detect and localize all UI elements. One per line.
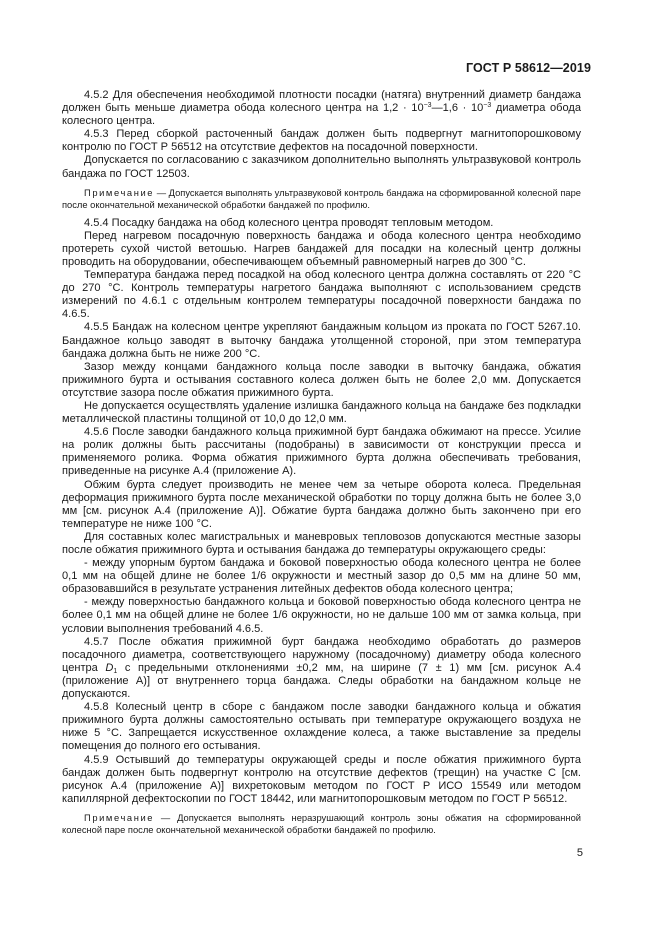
clause-4-5-7: 4.5.7 После обжатия прижимной бурт бандажа необходимо обработать до размеров посадочного диаметра, соответствующего наружному (посадочному) диаметру обода колесного центра $D_1$ с предельными отклонениями ±0,2 мм, на ширине (7 ± 1) мм [см. рисунок А.4 (приложение А)] от внутреннего торца бандажа. Следы обработки на бандажном кольце не допускаются. (62, 635, 581, 701)
clause-4-5-6: 4.5.6 После заводки бандажного кольца прижимной бурт бандажа обжимают на прессе. Усилие на ролик должны быть рассчитаны (подобраны) в зависимости от конструкции пресса и применяемого ролика. Форма обжатия прижимного бурта должна обеспечивать требования, приведенные на рисунке А.4 (приложение А). (62, 426, 581, 478)
paragraph-crimp: Обжим бурта следует производить не менее чем за четыре оборота колеса. Предельная деформация прижимного бурта после механической обработки по торцу должна быть не более 3,0 мм [см. рисунок А.4 (приложение А)]. Обжатие бурта бандажа должно быть закончено при его температуре не ниже 100 °С. (62, 478, 581, 530)
paragraph-temperature: Температура бандажа перед посадкой на обод колесного центра должна составлять от 220 °С до 270 °С. Контроль температуры нагретого бандажа выполняют с использованием средств измерений по 4.6.1 с отдельным контролем температуры посадочной поверхности бандажа по 4.6.5. (62, 269, 581, 321)
page-number: 5 (576, 847, 583, 859)
note-2: Примечание — Допускается выполнять неразрушающий контроль зоны обжатия на сформированной колесной паре после окончательной механической обработки бандажей по профилю. (62, 812, 581, 835)
paragraph-locomotive: Для составных колес магистральных и маневровых тепловозов допускаются местные зазоры после обжатия прижимного бурта и остывания бандажа до температуры окружающего среды: (62, 530, 581, 556)
list-item: - между упорным буртом бандажа и боковой поверхностью обода колесного центра не более 0,1 мм на общей длине не более 1/6 окружности и местный зазор до 0,5 мм на длине 50 мм, образовавшийся в результате устранения литейных дефектов обода колесного центра; (62, 557, 581, 596)
paragraph-preheat: Перед нагревом посадочную поверхность бандажа и обода колесного центра необходимо протереть сухой чистой ветошью. Нагрев бандажей для посадки на колесный центр должны проводить на оборудовании, обеспечивающем объемный равномерный нагрев до 300 °С. (62, 229, 581, 268)
clause-4-5-4: 4.5.4 Посадку бандажа на обод колесного центра проводят тепловым методом. (84, 216, 494, 229)
document-body (62, 89, 581, 836)
list-item: - между поверхностью бандажного кольца и боковой поверхностью обода колесного центра не более 0,1 мм на общей длине не более 1/6 окружности, но не дальше 100 мм от замка кольца, при условии выполнения требований 4.6.5. (62, 596, 581, 635)
clause-4-5-9: 4.5.9 Остывший до температуры окружающей среды и после обжатия прижимного бурта бандаж должен быть подвергнут контролю на отсутствие дефектов (трещин) на участке С [см. рисунок А.4 (приложение А)] вихретоковым методом по ГОСТ Р ИСО 15549 или методом капиллярной дефектоскопии по ГОСТ 18442, или магнитопорошковым методом по ГОСТ Р 56512. (62, 753, 581, 805)
paragraph-ultrasonic: Допускается по согласованию с заказчиком дополнительно выполнять ультразвуковой контроль бандажа по ГОСТ 12503. (62, 154, 581, 180)
paragraph-excess-removal: Не допускается осуществлять удаление излишка бандажного кольца на бандаже без подкладки металлической пластины толщиной от 10,0 до 12,0 мм. (62, 399, 581, 426)
paragraph-gap: Зазор между концами бандажного кольца после заводки в выточку бандажа, обжатия прижимного бурта и остывания составного колеса должен быть не более 2,0 мм. Допускается отсутствие зазора после обжатия прижимного бурта. (62, 360, 581, 399)
clause-4-5-3: 4.5.3 Перед сборкой расточенный бандаж должен быть подвергнут магнитопорошковому контролю по ГОСТ Р 56512 на отсутствие дефектов на посадочной поверхности. (62, 128, 581, 154)
clause-4-5-5: 4.5.5 Бандаж на колесном центре укрепляют бандажным кольцом из проката по ГОСТ 5267.10. Бандажное кольцо заводят в выточку бандажа утолщенной стороной, при этом температура бандажа должна быть не ниже 200 °С. (62, 321, 581, 360)
note-1: Примечание — Допускается выполнять ультразвуковой контроль бандажа на сформированной колесной паре после окончательной механической обработки бандажей по профилю. (62, 187, 581, 210)
clause-4-5-2: 4.5.2 Для обеспечения необходимой плотности посадки (натяга) внутренний диаметр бандажа должен быть меньше диаметра обода колесного центра на $1,2 \cdot 10^{-3}—1,6 \cdot 10^{-3}$ диаметра обода колесного центра. (62, 89, 581, 128)
clause-4-5-8: 4.5.8 Колесный центр в сборе с бандажом после заводки бандажного кольца и обжатия прижимного бурта должны самостоятельно остывать при температуре окружающего воздуха не ниже 5 °С. Запрещается искусственное охлаждение колеса, а также выставление за пределы помещения до полного его остывания. (62, 701, 581, 753)
document-code-header: ГОСТ Р 58612—2019 (465, 61, 591, 75)
